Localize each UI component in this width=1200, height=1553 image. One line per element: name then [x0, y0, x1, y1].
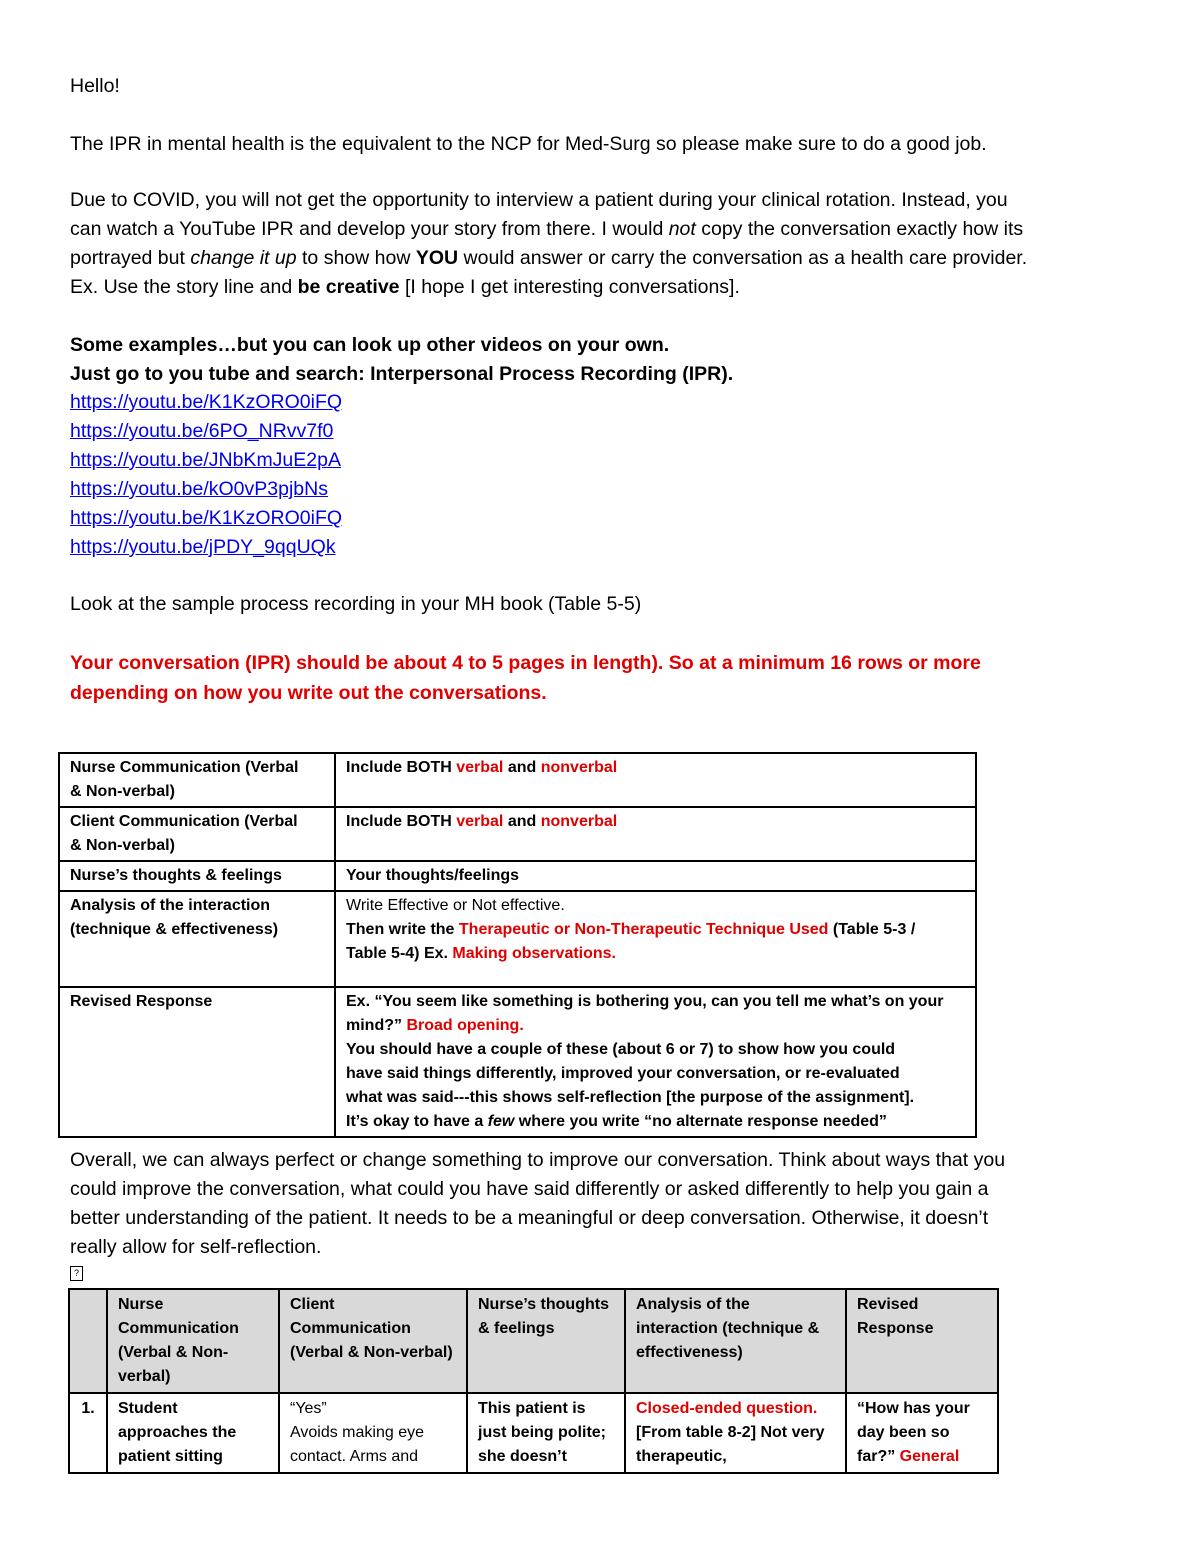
sample-table — [68, 1288, 999, 1474]
guide-table — [58, 752, 977, 1138]
row-client: “Yes” Avoids making eye contact. Arms and — [279, 1393, 467, 1473]
guide-label: Client Communication (Verbal & Non-verbal) — [59, 807, 335, 861]
video-link-6[interactable]: https://youtu.be/jPDY_9qqUQk — [70, 536, 336, 558]
video-link-list — [70, 388, 342, 562]
length-note-line-1: Your conversation (IPR) should be about 4 to 5 pages in length). So at a minimum 16 rows or more — [70, 652, 981, 674]
greeting: Hello! — [70, 75, 120, 97]
covid-line-3: portrayed but change it up to show how YOU would answer or carry the conversation as a health care provider. — [70, 247, 1028, 269]
guide-value: Include BOTH verbal and nonverbal — [335, 807, 976, 861]
overall-line-1: Overall, we can always perfect or change something to improve our conversation. Think about ways that you — [70, 1149, 1006, 1171]
guide-row-client — [59, 807, 976, 861]
overall-line-4: really allow for self-reflection. — [70, 1236, 322, 1258]
guide-value: Include BOTH verbal and nonverbal — [335, 753, 976, 807]
guide-label: Revised Response — [59, 987, 335, 1137]
guide-label: Nurse’s thoughts & feelings — [59, 861, 335, 891]
row-nurse: Student approaches the patient sitting — [107, 1393, 279, 1473]
guide-label: Nurse Communication (Verbal & Non-verbal) — [59, 753, 335, 807]
row-revised: “How has your day been so far?” General — [846, 1393, 998, 1473]
header-revised: Revised Response — [846, 1289, 998, 1393]
overall-line-3: better understanding of the patient. It needs to be a meaningful or deep conversation. Otherwise, it doesn’t — [70, 1207, 989, 1229]
sample-header-row — [69, 1289, 998, 1393]
guide-row-nurse — [59, 753, 976, 807]
header-thoughts: Nurse’s thoughts & feelings — [467, 1289, 625, 1393]
book-note: Look at the sample process recording in your MH book (Table 5-5) — [70, 593, 642, 615]
header-client: Client Communication (Verbal & Non-verbal) — [279, 1289, 467, 1393]
search-instruction: Just go to you tube and search: Interpersonal Process Recording (IPR). — [70, 363, 734, 385]
row-analysis: Closed-ended question. [From table 8-2] Not very therapeutic, — [625, 1393, 846, 1473]
missing-glyph-icon: ? — [70, 1266, 83, 1281]
guide-row-revised — [59, 987, 976, 1137]
guide-value: Your thoughts/feelings — [335, 861, 976, 891]
header-nurse: Nurse Communication (Verbal & Non-verbal) — [107, 1289, 279, 1393]
covid-line-1: Due to COVID, you will not get the opportunity to interview a patient during your clinical rotation. Instead, you — [70, 189, 1008, 211]
video-link-4[interactable]: https://youtu.be/kO0vP3pjbNs — [70, 478, 328, 500]
video-link-5[interactable]: https://youtu.be/K1KzORO0iFQ — [70, 507, 343, 529]
covid-line-2: can watch a YouTube IPR and develop your story from there. I would not copy the conversation exactly how its — [70, 218, 1024, 240]
examples-heading: Some examples…but you can look up other videos on your own. — [70, 334, 670, 356]
overall-line-2: could improve the conversation, what could you have said differently or asked differently to help you gain a — [70, 1178, 989, 1200]
video-link-2[interactable]: https://youtu.be/6PO_NRvv7f0 — [70, 420, 334, 442]
guide-value: Write Effective or Not effective. Then write the Therapeutic or Non-Therapeutic Technique Used (Table 5-3 / Table 5-4) Ex. Making observations. — [335, 891, 976, 987]
guide-value: Ex. “You seem like something is bothering you, can you tell me what’s on your mind?” Broad opening. You should have a couple of these (about 6 or 7) to show how you could have said things differently, improved your conversation, or re-evaluated what was said---this shows self-reflection [the purpose of the assignment]. It’s okay to have a few where you write “no alternate response needed” — [335, 987, 976, 1137]
guide-row-analysis — [59, 891, 976, 987]
covid-line-4: Ex. Use the story line and be creative [I hope I get interesting conversations]. — [70, 276, 740, 298]
header-analysis: Analysis of the interaction (technique & effectiveness) — [625, 1289, 846, 1393]
guide-row-thoughts — [59, 861, 976, 891]
header-num-cell — [69, 1289, 107, 1393]
row-number: 1. — [69, 1393, 107, 1473]
video-link-3[interactable]: https://youtu.be/JNbKmJuE2pA — [70, 449, 341, 471]
overall-paragraph — [70, 1146, 1140, 1262]
length-note-line-2: depending on how you write out the conversations. — [70, 682, 547, 704]
guide-label: Analysis of the interaction (technique & effectiveness) — [59, 891, 335, 987]
intro-paragraph: The IPR in mental health is the equivalent to the NCP for Med-Surg so please make sure to do a good job. — [70, 133, 987, 155]
row-thoughts: This patient is just being polite; she doesn’t — [467, 1393, 625, 1473]
covid-paragraph — [70, 186, 1027, 302]
video-link-1[interactable]: https://youtu.be/K1KzORO0iFQ — [70, 391, 343, 413]
table-row — [69, 1393, 998, 1473]
